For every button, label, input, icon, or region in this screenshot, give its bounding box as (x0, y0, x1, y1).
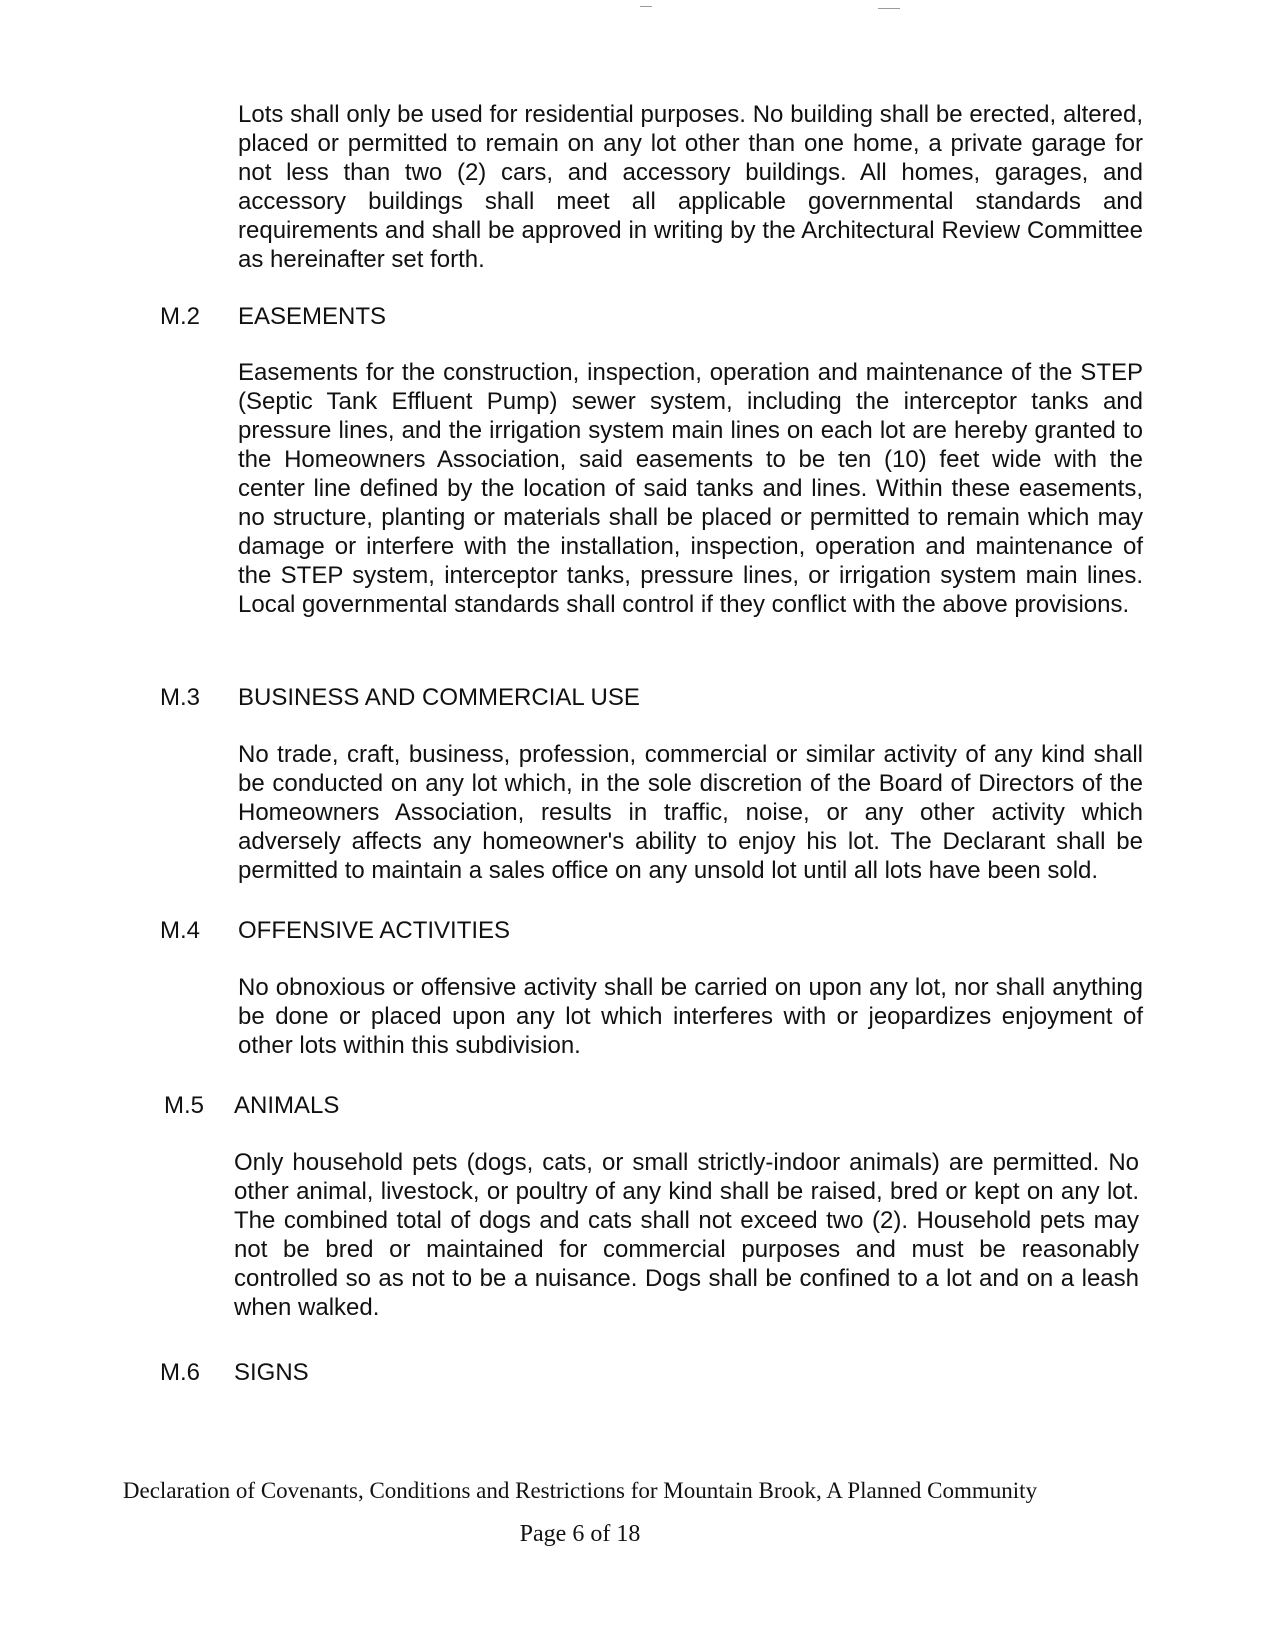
section-m2-body: Easements for the construction, inspection, operation and maintenance of the STEP (Septic Tank Effluent Pump) sewer system, including the interceptor tanks and pressure lines, and the irrigation system main lines on each lot are hereby granted to the Homeowners Association, said easements to be ten (10) feet wide with the center line defined by the location of said tanks and lines. Within these easements, no structure, planting or materials shall be placed or permitted to remain which may damage or interfere with the installation, inspection, operation and maintenance of the STEP system, interceptor tanks, pressure lines, or irrigation system main lines. Local governmental standards shall control if they conflict with the above provisions. (238, 359, 1143, 618)
footer-page-number: Page 6 of 18 (519, 1521, 641, 1547)
section-number: M.2 (160, 303, 201, 330)
scan-artifact (878, 8, 900, 9)
section-m4-heading (160, 916, 760, 945)
footer-document-title: Declaration of Covenants, Conditions and Restrictions for Mountain Brook, A Planned Community (122, 1478, 1038, 1503)
scan-artifact (640, 6, 652, 7)
section-m3-heading (160, 683, 760, 712)
section-number: M.5 (164, 1092, 205, 1119)
section-m1-body: Lots shall only be used for residential purposes. No building shall be erected, altered, placed or permitted to remain on any lot other than one home, a private garage for not less than two (2) cars, and accessory buildings. All homes, garages, and accessory buildings shall meet all applicable governmental standards and requirements and shall be approved in writing by the Architectural Review Committee as hereinafter set forth. (238, 101, 1143, 273)
section-number: M.6 (160, 1359, 201, 1386)
section-m4-body: No obnoxious or offensive activity shall be carried on upon any lot, nor shall anything be done or placed upon any lot which interferes with or jeopardizes enjoyment of other lots within this subdivision. (238, 974, 1143, 1059)
section-title: EASEMENTS (238, 303, 387, 330)
section-m5-body: Only household pets (dogs, cats, or small strictly-indoor animals) are permitted. No other animal, livestock, or poultry of any kind shall be raised, bred or kept on any lot. The combined total of dogs and cats shall not exceed two (2). Household pets may not be bred or maintained for commercial purposes and must be reasonably controlled so as not to be a nuisance. Dogs shall be confined to a lot and on a leash when walked. (234, 1149, 1139, 1321)
section-m6-heading (160, 1358, 760, 1387)
section-m5-heading (164, 1091, 764, 1120)
section-m3-body: No trade, craft, business, profession, commercial or similar activity of any kind shall be conducted on any lot which, in the sole discretion of the Board of Directors of the Homeowners Association, results in traffic, noise, or any other activity which adversely affects any homeowner's ability to enjoy his lot. The Declarant shall be permitted to maintain a sales office on any unsold lot until all lots have been sold. (238, 741, 1143, 884)
section-number: M.3 (160, 684, 201, 711)
section-title: ANIMALS (234, 1092, 340, 1119)
section-title: BUSINESS AND COMMERCIAL USE (238, 684, 640, 711)
section-title: OFFENSIVE ACTIVITIES (238, 917, 511, 944)
section-m2-heading (160, 302, 760, 331)
section-title: SIGNS (234, 1359, 309, 1386)
section-number: M.4 (160, 917, 201, 944)
